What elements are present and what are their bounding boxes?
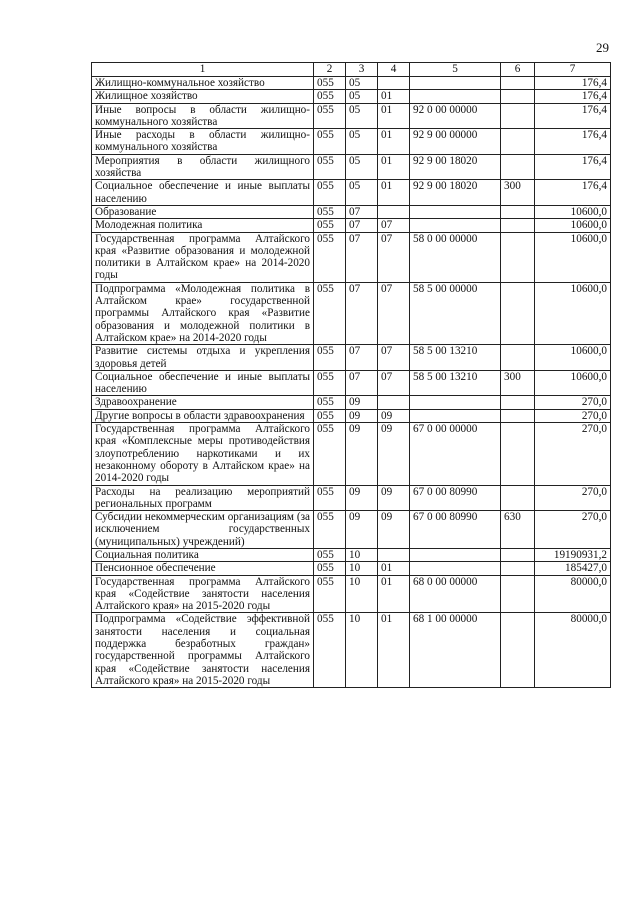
amount-cell: 10600,0 (535, 232, 611, 282)
chapter-code-cell: 055 (314, 485, 346, 511)
amount-cell: 10600,0 (535, 205, 611, 218)
row-name-cell: Образование (92, 205, 314, 218)
chapter-code-cell: 055 (314, 90, 346, 103)
row-name-cell: Пенсионное обеспечение (92, 562, 314, 575)
table-row (92, 396, 611, 409)
table-row (92, 103, 611, 129)
table-row (92, 219, 611, 232)
chapter-code-cell: 055 (314, 154, 346, 180)
table-row (92, 77, 611, 90)
target-article-cell: 67 0 00 80990 (410, 511, 501, 549)
section-code-cell: 10 (346, 548, 378, 561)
section-code-cell: 05 (346, 103, 378, 129)
section-code-cell: 07 (346, 345, 378, 371)
amount-cell: 270,0 (535, 485, 611, 511)
table-row (92, 485, 611, 511)
expense-type-cell: 300 (501, 180, 535, 206)
column-header: 1 (92, 63, 314, 77)
subsection-code-cell (378, 205, 410, 218)
subsection-code-cell: 01 (378, 90, 410, 103)
target-article-cell: 58 5 00 13210 (410, 370, 501, 396)
section-code-cell: 07 (346, 232, 378, 282)
column-header: 7 (535, 63, 611, 77)
subsection-code-cell: 01 (378, 575, 410, 613)
row-name-cell: Субсидии некоммерческим организациям (за исключением государственных (муниципальных) учреждений) (92, 511, 314, 549)
section-code-cell: 07 (346, 282, 378, 344)
amount-cell: 10600,0 (535, 345, 611, 371)
amount-cell: 19190931,2 (535, 548, 611, 561)
table-row (92, 205, 611, 218)
target-article-cell: 67 0 00 80990 (410, 485, 501, 511)
subsection-code-cell: 01 (378, 613, 410, 688)
row-name-cell: Социальное обеспечение и иные выплаты населению (92, 180, 314, 206)
chapter-code-cell: 055 (314, 575, 346, 613)
amount-cell: 176,4 (535, 154, 611, 180)
expense-type-cell (501, 423, 535, 485)
subsection-code-cell (378, 77, 410, 90)
row-name-cell: Жилищно-коммунальное хозяйство (92, 77, 314, 90)
table-row (92, 232, 611, 282)
target-article-cell (410, 205, 501, 218)
section-code-cell: 07 (346, 370, 378, 396)
section-code-cell: 09 (346, 511, 378, 549)
expense-type-cell (501, 562, 535, 575)
section-code-cell: 05 (346, 154, 378, 180)
expense-type-cell (501, 548, 535, 561)
column-header: 3 (346, 63, 378, 77)
column-header: 6 (501, 63, 535, 77)
chapter-code-cell: 055 (314, 232, 346, 282)
table-row (92, 345, 611, 371)
amount-cell: 270,0 (535, 423, 611, 485)
section-code-cell: 07 (346, 205, 378, 218)
table-row (92, 613, 611, 688)
section-code-cell: 09 (346, 485, 378, 511)
row-name-cell: Подпрограмма «Молодежная политика в Алтайском крае» государственной программы Алтайского края «Развитие образования и молодежной политики в Алтайском крае» на 2014-2020 годы (92, 282, 314, 344)
expense-type-cell (501, 409, 535, 422)
amount-cell: 176,4 (535, 103, 611, 129)
column-header: 5 (410, 63, 501, 77)
expense-type-cell (501, 129, 535, 155)
chapter-code-cell: 055 (314, 219, 346, 232)
chapter-code-cell: 055 (314, 370, 346, 396)
target-article-cell (410, 548, 501, 561)
table-header-row (92, 63, 611, 77)
subsection-code-cell: 09 (378, 409, 410, 422)
amount-cell: 185427,0 (535, 562, 611, 575)
row-name-cell: Иные расходы в области жилищно-коммунального хозяйства (92, 129, 314, 155)
chapter-code-cell: 055 (314, 613, 346, 688)
chapter-code-cell: 055 (314, 548, 346, 561)
target-article-cell: 92 0 00 00000 (410, 103, 501, 129)
row-name-cell: Другие вопросы в области здравоохранения (92, 409, 314, 422)
subsection-code-cell: 01 (378, 180, 410, 206)
table-row (92, 282, 611, 344)
section-code-cell: 07 (346, 219, 378, 232)
expense-type-cell (501, 282, 535, 344)
amount-cell: 10600,0 (535, 370, 611, 396)
target-article-cell: 92 9 00 18020 (410, 154, 501, 180)
subsection-code-cell: 01 (378, 154, 410, 180)
expense-type-cell (501, 575, 535, 613)
table-row (92, 370, 611, 396)
subsection-code-cell: 01 (378, 103, 410, 129)
amount-cell: 10600,0 (535, 219, 611, 232)
amount-cell: 270,0 (535, 396, 611, 409)
row-name-cell: Мероприятия в области жилищного хозяйства (92, 154, 314, 180)
section-code-cell: 05 (346, 90, 378, 103)
target-article-cell (410, 562, 501, 575)
amount-cell: 176,4 (535, 90, 611, 103)
target-article-cell (410, 90, 501, 103)
expense-type-cell (501, 485, 535, 511)
chapter-code-cell: 055 (314, 511, 346, 549)
subsection-code-cell: 09 (378, 423, 410, 485)
page-number: 29 (596, 40, 609, 55)
subsection-code-cell: 07 (378, 232, 410, 282)
chapter-code-cell: 055 (314, 282, 346, 344)
row-name-cell: Государственная программа Алтайского края «Комплексные меры противодействия злоупотреблению наркотиками и их незаконному обороту в Алтайском крае» на 2014-2020 годы (92, 423, 314, 485)
target-article-cell (410, 409, 501, 422)
chapter-code-cell: 055 (314, 180, 346, 206)
subsection-code-cell: 01 (378, 562, 410, 575)
section-code-cell: 09 (346, 396, 378, 409)
target-article-cell: 92 9 00 00000 (410, 129, 501, 155)
amount-cell: 176,4 (535, 180, 611, 206)
expense-type-cell (501, 205, 535, 218)
expense-type-cell (501, 396, 535, 409)
row-name-cell: Жилищное хозяйство (92, 90, 314, 103)
subsection-code-cell: 07 (378, 282, 410, 344)
row-name-cell: Государственная программа Алтайского края «Содействие занятости населения Алтайского края» на 2015-2020 годы (92, 575, 314, 613)
target-article-cell: 58 5 00 13210 (410, 345, 501, 371)
table-row (92, 511, 611, 549)
chapter-code-cell: 055 (314, 423, 346, 485)
section-code-cell: 09 (346, 423, 378, 485)
subsection-code-cell: 09 (378, 511, 410, 549)
row-name-cell: Иные вопросы в области жилищно-коммунального хозяйства (92, 103, 314, 129)
amount-cell: 176,4 (535, 129, 611, 155)
section-code-cell: 09 (346, 409, 378, 422)
table-row (92, 423, 611, 485)
table-row (92, 129, 611, 155)
row-name-cell: Развитие системы отдыха и укрепления здоровья детей (92, 345, 314, 371)
table-row (92, 90, 611, 103)
amount-cell: 176,4 (535, 77, 611, 90)
row-name-cell: Подпрограмма «Содействие эффективной занятости населения и социальная поддержка безработных граждан» государственной программы Алтайского края «Содействие занятости населения Алтайского края» на 2015-2020 годы (92, 613, 314, 688)
section-code-cell: 05 (346, 77, 378, 90)
amount-cell: 270,0 (535, 409, 611, 422)
amount-cell: 80000,0 (535, 613, 611, 688)
subsection-code-cell (378, 396, 410, 409)
table-row (92, 562, 611, 575)
chapter-code-cell: 055 (314, 129, 346, 155)
target-article-cell: 92 9 00 18020 (410, 180, 501, 206)
table-row (92, 409, 611, 422)
amount-cell: 10600,0 (535, 282, 611, 344)
column-header: 2 (314, 63, 346, 77)
section-code-cell: 10 (346, 575, 378, 613)
target-article-cell (410, 219, 501, 232)
section-code-cell: 05 (346, 129, 378, 155)
chapter-code-cell: 055 (314, 396, 346, 409)
target-article-cell: 68 0 00 00000 (410, 575, 501, 613)
expense-type-cell: 630 (501, 511, 535, 549)
subsection-code-cell: 01 (378, 129, 410, 155)
expense-type-cell (501, 232, 535, 282)
table-row (92, 180, 611, 206)
target-article-cell: 68 1 00 00000 (410, 613, 501, 688)
chapter-code-cell: 055 (314, 409, 346, 422)
amount-cell: 270,0 (535, 511, 611, 549)
subsection-code-cell: 07 (378, 219, 410, 232)
target-article-cell (410, 77, 501, 90)
table-row (92, 154, 611, 180)
amount-cell: 80000,0 (535, 575, 611, 613)
row-name-cell: Государственная программа Алтайского края «Развитие образования и молодежной политики в Алтайском крае» на 2014-2020 годы (92, 232, 314, 282)
chapter-code-cell: 055 (314, 562, 346, 575)
budget-table (91, 62, 611, 688)
subsection-code-cell (378, 548, 410, 561)
target-article-cell: 67 0 00 00000 (410, 423, 501, 485)
row-name-cell: Расходы на реализацию мероприятий региональных программ (92, 485, 314, 511)
column-header: 4 (378, 63, 410, 77)
section-code-cell: 10 (346, 613, 378, 688)
expense-type-cell (501, 345, 535, 371)
row-name-cell: Социальное обеспечение и иные выплаты населению (92, 370, 314, 396)
chapter-code-cell: 055 (314, 345, 346, 371)
expense-type-cell: 300 (501, 370, 535, 396)
table-row (92, 548, 611, 561)
chapter-code-cell: 055 (314, 205, 346, 218)
target-article-cell: 58 0 00 00000 (410, 232, 501, 282)
table-row (92, 575, 611, 613)
target-article-cell (410, 396, 501, 409)
row-name-cell: Здравоохранение (92, 396, 314, 409)
subsection-code-cell: 09 (378, 485, 410, 511)
expense-type-cell (501, 154, 535, 180)
expense-type-cell (501, 613, 535, 688)
subsection-code-cell: 07 (378, 345, 410, 371)
subsection-code-cell: 07 (378, 370, 410, 396)
expense-type-cell (501, 219, 535, 232)
row-name-cell: Социальная политика (92, 548, 314, 561)
target-article-cell: 58 5 00 00000 (410, 282, 501, 344)
expense-type-cell (501, 103, 535, 129)
chapter-code-cell: 055 (314, 77, 346, 90)
expense-type-cell (501, 90, 535, 103)
row-name-cell: Молодежная политика (92, 219, 314, 232)
section-code-cell: 10 (346, 562, 378, 575)
chapter-code-cell: 055 (314, 103, 346, 129)
section-code-cell: 05 (346, 180, 378, 206)
expense-type-cell (501, 77, 535, 90)
